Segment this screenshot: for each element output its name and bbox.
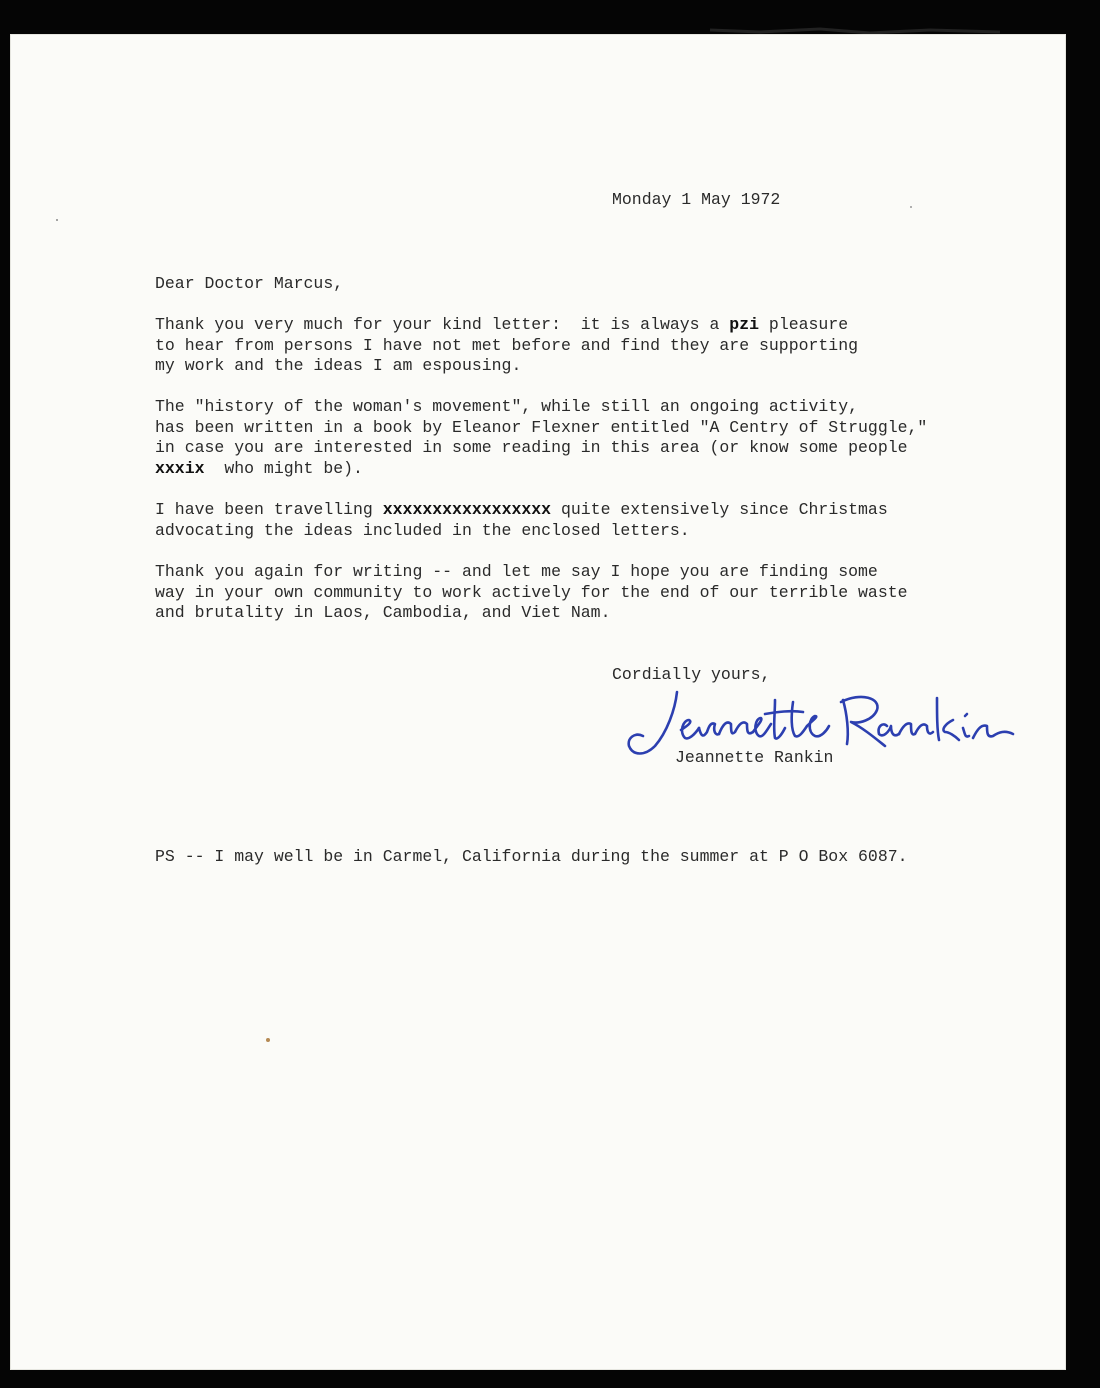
paper-speck <box>910 206 912 208</box>
paragraph-line: Thank you again for writing -- and let me say I hope you are finding some <box>155 562 878 581</box>
paragraph-line: has been written in a book by Eleanor Flexner entitled "A Centry of Struggle," <box>155 417 928 437</box>
salutation: Dear Doctor Marcus, <box>155 274 344 293</box>
paragraph-3 <box>155 500 888 541</box>
paragraph-line: advocating the ideas included in the enclosed letters. <box>155 520 690 540</box>
paragraph-line: my work and the ideas I am espousing. <box>155 356 522 376</box>
closing: Cordially yours, <box>612 665 771 684</box>
letter-date: Monday 1 May 1972 <box>612 190 781 209</box>
letter-page <box>10 34 1066 1370</box>
paragraph-2 <box>155 397 927 479</box>
paragraph-line: in case you are interested in some reading in this area (or know some people <box>155 438 908 458</box>
paragraph-line: way in your own community to work actively for the end of our terrible waste <box>155 582 908 602</box>
struck-text: xxxix <box>155 458 205 478</box>
paragraph-line: xxxix who might be). <box>155 458 363 478</box>
postscript: PS -- I may well be in Carmel, California during the summer at P O Box 6087. <box>155 847 908 866</box>
typed-signature-name: Jeannette Rankin <box>675 748 834 767</box>
paper-speck <box>56 219 58 221</box>
paragraph-line: Thank you very much for your kind letter: it is always a pzi pleasure <box>155 315 849 334</box>
paper-speck <box>266 1038 270 1042</box>
struck-text: pzi <box>729 315 760 334</box>
paragraph-line: to hear from persons I have not met before and find they are supporting <box>155 335 859 355</box>
paragraph-4 <box>155 562 908 624</box>
paragraph-line: I have been travelling xxxxxxxxxxxxxxxxx quite extensively since Christmas <box>155 500 888 519</box>
struck-text: xxxxxxxxxxxxxxxxx <box>382 500 552 519</box>
paragraph-1 <box>155 315 858 377</box>
paragraph-line: The "history of the woman's movement", while still an ongoing activity, <box>155 397 859 416</box>
paragraph-line: and brutality in Laos, Cambodia, and Viet Nam. <box>155 603 611 623</box>
